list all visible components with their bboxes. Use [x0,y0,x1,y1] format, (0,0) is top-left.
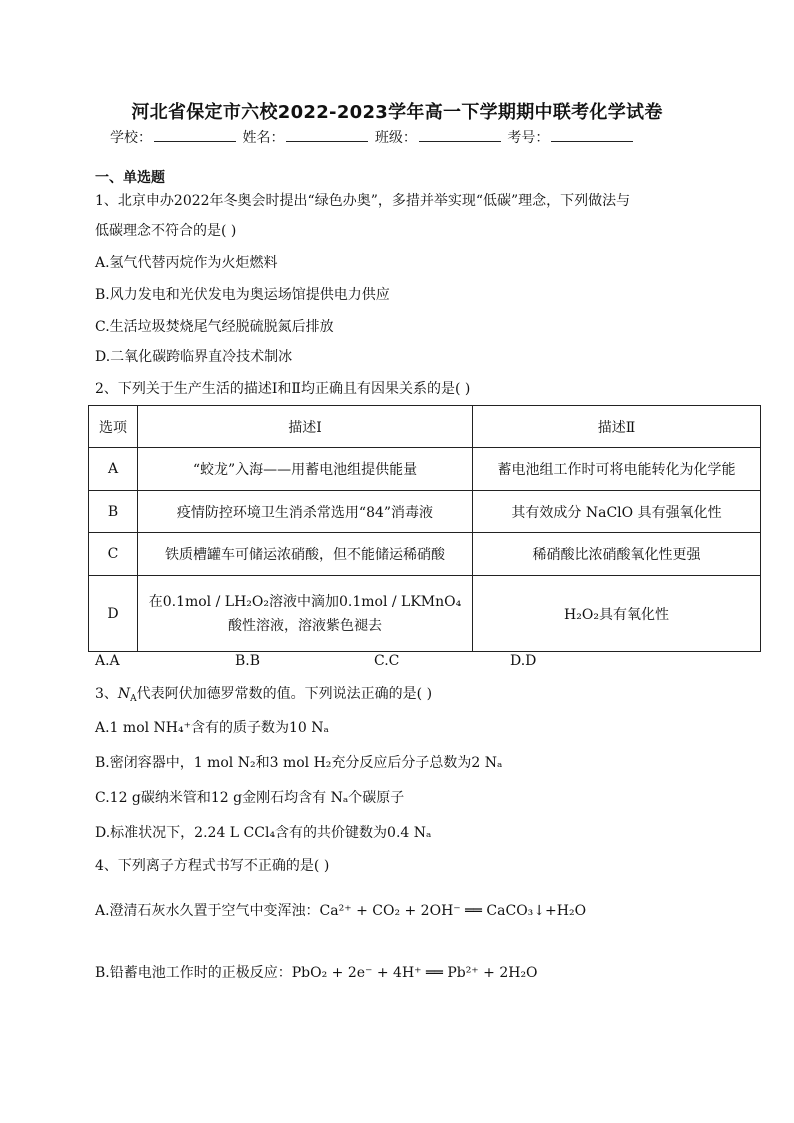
q3-stem-text: 代表阿伏加德罗常数的值。下列说法正确的是( ) [136,686,433,702]
q4-option-b: B.铅蓄电池工作时的正极反应：PbO₂ + 2e⁻ + 4H⁺ ══ Pb²⁺ + 2H₂O [95,965,538,981]
na-subscript: A [130,694,137,704]
q3-number: 3、 [95,686,118,702]
q3-stem [95,683,432,704]
student-info-line [110,127,635,147]
header-option: 选项 [89,406,138,448]
name-blank[interactable] [286,128,368,142]
class-label: 班级： [374,130,417,146]
school-label: 学校： [110,130,152,146]
table-cell: 蓄电池组工作时可将电能转化为化学能 [473,448,761,491]
q1-option-a: A.氢气代替丙烷作为火炬燃料 [95,255,278,271]
school-blank[interactable] [154,128,236,142]
q4-option-a: A.澄清石灰水久置于空气中变浑浊：Ca²⁺ + CO₂ + 2OH⁻ ══ CaCO₃↓+H₂O [95,903,587,919]
table-row [89,576,761,652]
q1-option-b: B.风力发电和光伏发电为奥运场馆提供电力供应 [95,287,390,303]
q2-option-a: A.A [95,653,120,669]
q1-stem-line2: 低碳理念不符合的是( ) [95,223,237,239]
q2-option-d: D.D [510,653,537,669]
q1-option-d: D.二氧化碳跨临界直冷技术制冰 [95,349,293,365]
table-cell: 疫情防控环境卫生消杀常选用“84”消毒液 [138,491,473,533]
q3-option-c: C.12 g碳纳米管和12 g金刚石均含有 Nₐ个碳原子 [95,790,405,806]
table-cell: H₂O₂具有氧化性 [473,576,761,652]
table-cell: 稀硝酸比浓硝酸氧化性更强 [473,533,761,576]
q2-option-b: B.B [235,653,261,669]
table-cell: B [89,491,138,533]
table-cell: D [89,576,138,652]
table-cell: A [89,448,138,491]
q1-stem-line1: 1、北京申办2022年冬奥会时提出“绿色办奥”，多措并举实现“低碳”理念，下列做法与 [95,193,631,209]
q2-stem: 2、下列关于生产生活的描述Ⅰ和Ⅱ均正确且有因果关系的是( ) [95,381,471,397]
header-desc2: 描述Ⅱ [473,406,761,448]
q2-table [88,405,761,652]
table-cell: 铁质槽罐车可储运浓硝酸，但不能储运稀硝酸 [138,533,473,576]
na-symbol: N [117,686,131,702]
header-desc1: 描述Ⅰ [138,406,473,448]
table-cell: C [89,533,138,576]
table-cell: “蛟龙”入海——用蓄电池组提供能量 [138,448,473,491]
q4-stem: 4、下列离子方程式书写不正确的是( ) [95,858,330,874]
q3-option-a: A.1 mol NH₄⁺含有的质子数为10 Nₐ [95,720,329,736]
cell-line: 在0.1mol / LH₂O₂溶液中滴加0.1mol / LKMnO₄ [148,593,462,610]
table-cell: 其有效成分 NaClO 具有强氧化性 [473,491,761,533]
name-label: 姓名： [242,130,285,146]
q3-option-d: D.标准状况下，2.24 L CCl₄含有的共价键数为0.4 Nₐ [95,825,432,841]
table-row [89,448,761,491]
table-row [89,491,761,533]
section-heading: 一、单选题 [95,170,165,186]
q1-option-c: C.生活垃圾焚烧尾气经脱硫脱氮后排放 [95,319,334,335]
number-label: 考号： [507,130,550,146]
number-blank[interactable] [551,128,633,142]
class-blank[interactable] [419,128,501,142]
exam-title: 河北省保定市六校2022-2023学年高一下学期期中联考化学试卷 [131,102,663,123]
table-row [89,533,761,576]
table-cell-multiline [138,576,473,652]
q2-option-c: C.C [374,653,400,669]
table-header-row [89,406,761,448]
cell-line: 酸性溶液，溶液紫色褪去 [228,617,382,634]
q3-option-b: B.密闭容器中，1 mol N₂和3 mol H₂充分反应后分子总数为2 Nₐ [95,755,503,771]
